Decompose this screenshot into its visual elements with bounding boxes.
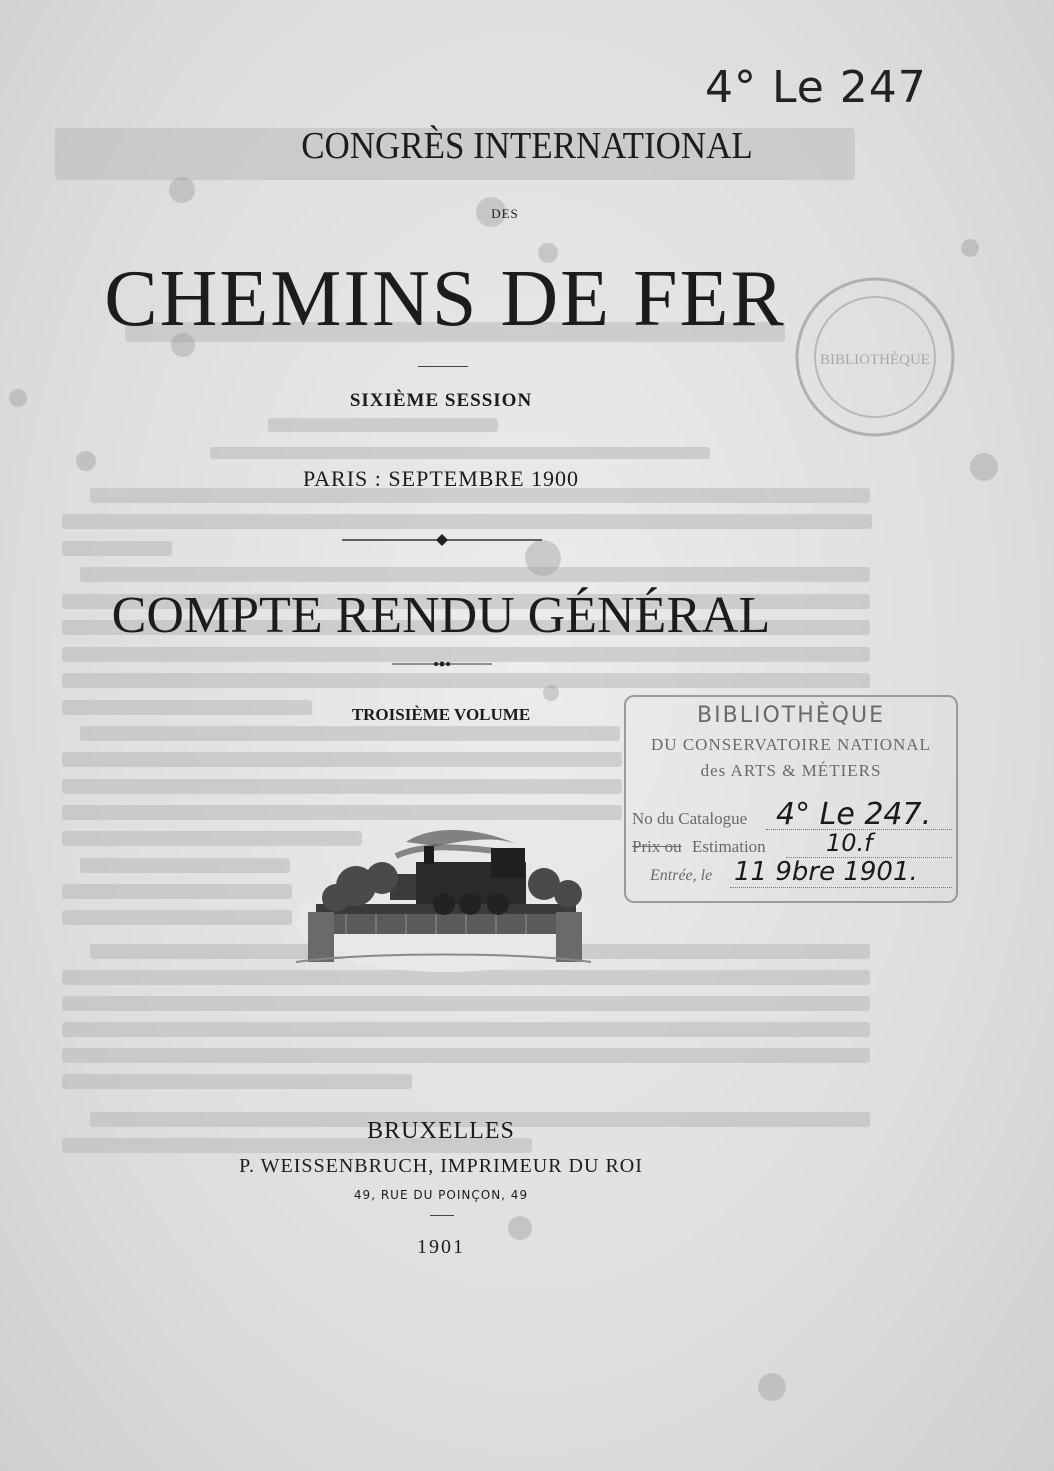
entry-value: 11 9bre 1901. (734, 857, 918, 887)
library-stamp (624, 695, 958, 903)
stamp-line-3: des ARTS & MÉTIERS (700, 761, 882, 780)
address-line: 49, RUE DU POINÇON, 49 (353, 1188, 529, 1202)
rule-short-1 (418, 366, 468, 367)
main-title: CHEMINS DE FER (104, 255, 786, 343)
estimation-value: 10.f (826, 829, 873, 857)
dotted-rule (392, 658, 492, 670)
volume-line: TROISIÈME VOLUME (351, 705, 531, 724)
train-illustration (286, 812, 598, 990)
catalogue-label: No du Catalogue (632, 809, 748, 828)
round-stamp-text: BIBLIOTHÈQUE (820, 352, 930, 368)
estimation-label-struck: Prix ou (632, 837, 682, 856)
printer-line: P. WEISSENBRUCH, IMPRIMEUR DU ROI (239, 1155, 643, 1177)
handwritten-shelfmark: 4° Le 247 (705, 62, 927, 113)
place-date-line: PARIS : SEPTEMBRE 1900 (302, 466, 580, 491)
ornamental-rule (342, 532, 542, 548)
stamp-line-1: BIBLIOTHÈQUE (697, 703, 885, 728)
congress-heading: CONGRÈS INTERNATIONAL (301, 125, 753, 167)
catalogue-value: 4° Le 247. (776, 797, 932, 832)
des-word: DES (491, 206, 519, 221)
entry-label: Entrée, le (650, 867, 713, 884)
year-line: 1901 (417, 1236, 465, 1258)
city-line: BRUXELLES (367, 1118, 515, 1144)
report-title: COMPTE RENDU GÉNÉRAL (111, 587, 771, 644)
rule-short-2 (430, 1215, 454, 1216)
estimation-label: Estimation (692, 837, 766, 856)
entry-underline (730, 887, 952, 888)
stamp-line-2: DU CONSERVATOIRE NATIONAL (651, 735, 931, 754)
session-line: SIXIÈME SESSION (349, 390, 533, 411)
